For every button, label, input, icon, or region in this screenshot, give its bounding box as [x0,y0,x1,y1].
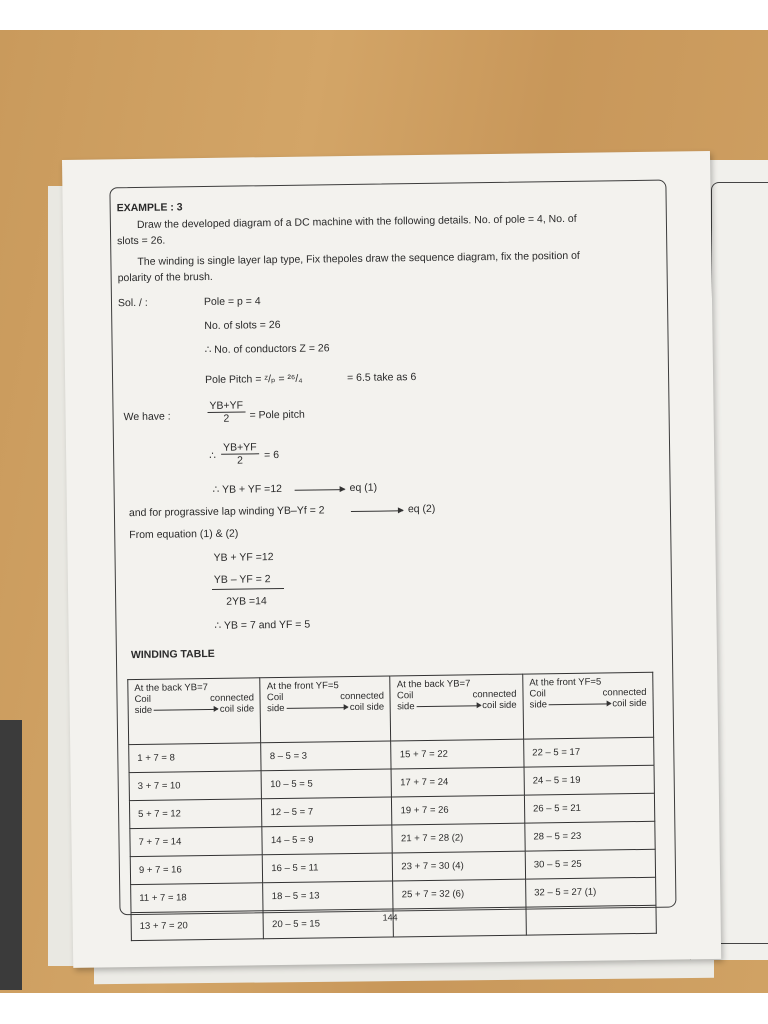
result-line: ∴ YB = 7 and YF = 5 [214,618,311,632]
table-cell: 26 – 5 = 21 [524,793,654,823]
pole-line: Pole = p = 4 [203,295,261,309]
problem-text-line3: The winding is single layer lap type, Fix thepoles draw the sequence diagram, fix the position of [137,249,580,268]
table-row [131,905,656,940]
system-sum: 2YB =14 [226,595,267,608]
table-cell: 22 – 5 = 17 [524,737,654,767]
table-header-cell: At the front YF=5 Coil connected side coil side [260,676,391,743]
equation-1-label: eq (1) [349,481,378,495]
table-cell: 14 – 5 = 9 [262,825,392,855]
table-header-cell: At the front YF=5 Coil connected side coil side [523,672,654,739]
conductors-line: ∴ No. of conductors Z = 26 [204,342,330,357]
equation-2-label: eq (2) [407,502,436,516]
solution-label: Sol. / : [117,296,148,310]
table-cell: 3 + 7 = 10 [129,771,262,801]
table-cell: 11 + 7 = 18 [131,883,264,913]
table-cell: 25 + 7 = 32 (6) [393,879,526,909]
we-have-label: We have : [123,410,171,424]
table-cell: 12 – 5 = 7 [262,797,392,827]
table-cell: 17 + 7 = 24 [392,767,525,797]
fraction-yb-yf-2: $\frac{YB+YF}{2}$ [221,441,259,467]
book-page [62,151,721,968]
table-header-row [128,672,654,744]
winding-table [127,672,657,941]
pole-pitch-formula: Pole Pitch = ᶻ/ₚ = ²⁶/₄ [205,372,303,387]
pole-pitch-value: = 6.5 take as 6 [346,371,417,385]
equation-2: and for prograssive lap winding YB–Yf = 2 [128,504,325,520]
problem-text-line1: Draw the developed diagram of a DC machine with the following details. No. of pole = 4, No. of [136,212,577,231]
system-equation-2: YB – YF = 2 [213,573,271,586]
table-cell: 7 + 7 = 14 [130,827,263,857]
table-cell: 32 – 5 = 27 (1) [526,877,656,907]
slots-line: No. of slots = 26 [204,318,281,333]
winding-table-title: WINDING TABLE [130,647,215,662]
table-cell: 23 + 7 = 30 (4) [393,851,526,881]
table-cell: 16 – 5 = 11 [263,853,393,883]
table-header-cell: At the back YB=7 Coil connected side coil side [128,678,261,745]
table-cell: 9 + 7 = 16 [130,855,263,885]
fraction-equals-6: = 6 [264,448,280,462]
table-cell: 5 + 7 = 12 [129,799,262,829]
equation-1: ∴ YB + YF =12 [212,482,283,496]
table-cell: 10 – 5 = 5 [262,769,392,799]
table-cell [393,907,526,937]
system-equation-1: YB + YF =12 [213,551,274,564]
table-cell: 1 + 7 = 8 [129,743,262,773]
page-number: 144 [382,912,398,923]
table-cell: 20 – 5 = 15 [263,909,393,939]
table-cell: 13 + 7 = 20 [131,911,264,941]
from-equation-text: From equation (1) & (2) [129,527,239,542]
table-cell [526,905,656,935]
table-cell: 30 – 5 = 25 [525,849,655,879]
problem-text-line2: slots = 26. [117,234,166,248]
left-edge-shadow [0,720,22,990]
fraction-yb-yf-1: $\frac{YB+YF}{2}$ [207,399,245,425]
table-header-cell: At the back YB=7 Coil connected side coil side [390,674,523,741]
table-cell: 24 – 5 = 19 [524,765,654,795]
table-cell: 8 – 5 = 3 [261,741,391,771]
table-cell: 28 – 5 = 23 [525,821,655,851]
table-cell: 15 + 7 = 22 [391,739,524,769]
table-cell: 21 + 7 = 28 (2) [392,823,525,853]
table-cell: 19 + 7 = 26 [392,795,525,825]
table-cell: 18 – 5 = 13 [263,881,393,911]
pole-pitch-equation-rhs: = Pole pitch [249,408,305,422]
therefore-symbol: ∴ [209,449,216,462]
problem-text-line4: polarity of the brush. [117,270,213,285]
example-title: EXAMPLE : 3 [116,201,183,215]
